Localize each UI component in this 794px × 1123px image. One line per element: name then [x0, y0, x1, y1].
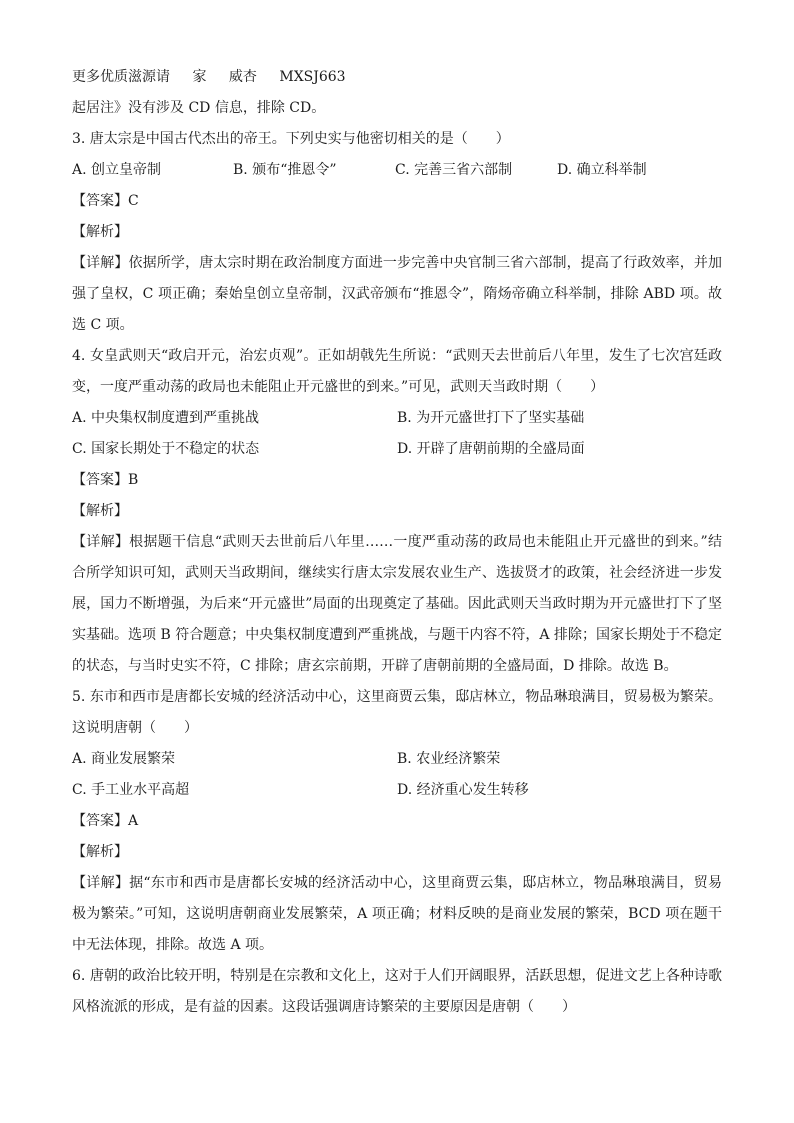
question-4-options	[72, 403, 722, 465]
question-3-answer: 【答案】C	[72, 193, 139, 209]
option-a: A. 中央集权制度遭到严重挑战	[72, 410, 260, 426]
option-d: D. 开辟了唐朝前期的全盛局面	[397, 441, 585, 457]
question-3-stem: 3. 唐太宗是中国古代杰出的帝王。下列史实与他密切相关的是（ ）	[72, 131, 510, 147]
question-3-analysis-label: 【解析】	[72, 224, 128, 240]
question-6-stem: 6. 唐朝的政治比较开明，特别是在宗教和文化上，这对于人们开阔眼界，活跃思想，促进文艺上各种诗歌风格流派的形成，是有益的因素。这段话强调唐诗繁荣的主要原因是唐朝（ ）	[72, 968, 722, 1015]
question-5-detail: 【详解】据“东市和西市是唐都长安城的经济活动中心，这里商贾云集，邸店林立，物品琳琅满目，贸易极为繁荣。”可知，这说明唐朝商业发展繁荣，A 项正确；材料反映的是商业发展的繁荣，BCD 项在题干中无法体现，排除。故选 A 项。	[72, 875, 722, 953]
option-c: C. 手工业水平高超	[72, 782, 190, 798]
intro-line: 起居注》没有涉及 CD 信息，排除 CD。	[72, 100, 326, 116]
question-5-answer: 【答案】A	[72, 813, 139, 829]
promo-text: 更多优质滋源请	[72, 69, 170, 85]
question-3-options	[72, 155, 722, 186]
question-4-detail: 【详解】根据题干信息“武则天去世前后八年里……一度严重动荡的政局也未能阻止开元盛世的到来。”结合所学知识可知，武则天当政期间，继续实行唐太宗发展农业生产、选拔贤才的政策，社会经济进一步发展，国力不断增强，为后来“开元盛世”局面的出现奠定了基础。因此武则天当政时期为开元盛世打下了坚实基础。选项 B 符合题意；中央集权制度遭到严重挑战，与题干内容不符，A 排除；国家长期处于不稳定的状态，与当时史实不符，C 排除；唐玄宗前期，开辟了唐朝前期的全盛局面，D 排除。故选 B。	[72, 534, 722, 674]
promo-word-1: 家	[192, 69, 207, 85]
promo-word-2: 威杏	[228, 69, 257, 85]
question-5-analysis-label: 【解析】	[72, 844, 128, 860]
option-b: B. 颁布“推恩令”	[233, 162, 337, 178]
option-b: B. 农业经济繁荣	[397, 751, 501, 767]
question-4-analysis-label: 【解析】	[72, 503, 128, 519]
question-3-detail: 【详解】依据所学，唐太宗时期在政治制度方面进一步完善中央官制三省六部制，提高了行政效率，并加强了皇权，C 项正确；秦始皇创立皇帝制，汉武帝颁布“推恩令”，隋炀帝确立科举制，排除 ABD 项。故选 C 项。	[72, 255, 722, 333]
option-c: C. 国家长期处于不稳定的状态	[72, 441, 260, 457]
option-b: B. 为开元盛世打下了坚实基础	[397, 410, 585, 426]
question-4-stem: 4. 女皇武则天“政启开元，治宏贞观”。正如胡戟先生所说：“武则天去世前后八年里，发生了七次宫廷政变，一度严重动荡的政局也未能阻止开元盛世的到来。”可见，武则天当政时期（ ）	[72, 348, 722, 395]
option-d: D. 经济重心发生转移	[397, 782, 529, 798]
header-promo-line	[72, 62, 722, 93]
option-a: A. 商业发展繁荣	[72, 751, 176, 767]
promo-code: MXSJ663	[279, 69, 346, 85]
option-a: A. 创立皇帝制	[72, 162, 162, 178]
question-4-answer: 【答案】B	[72, 472, 139, 488]
document-page	[72, 62, 722, 1023]
option-d: D. 确立科举制	[557, 162, 647, 178]
option-c: C. 完善三省六部制	[395, 162, 513, 178]
question-5-stem: 5. 东市和西市是唐都长安城的经济活动中心，这里商贾云集，邸店林立，物品琳琅满目，贸易极为繁荣。这说明唐朝（ ）	[72, 689, 722, 736]
question-5-options	[72, 744, 722, 806]
